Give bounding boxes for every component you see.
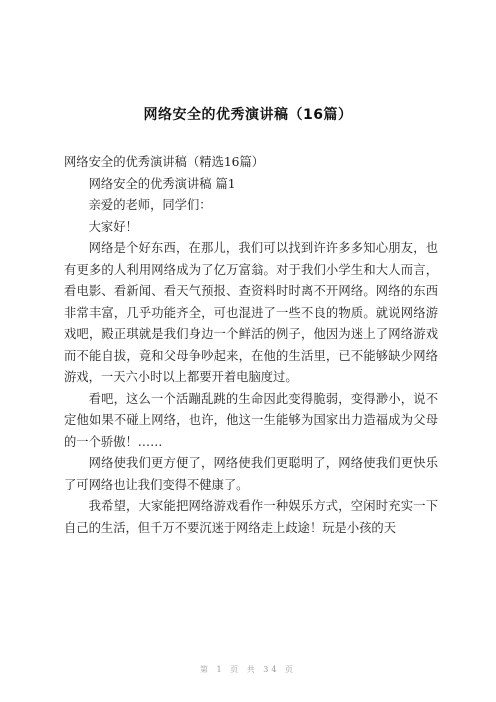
paragraph-body: 我希望，大家能把网络游戏看作一种娱乐方式，空闲时充实一下自己的生活，但千万不要沉迷于网络走上歧途！玩是小孩的天	[64, 499, 438, 535]
paragraph-subtitle: 网络安全的优秀演讲稿（精选16篇）	[64, 155, 265, 169]
page-footer: 第 1 页 共 34 页	[200, 665, 296, 674]
document-body	[64, 152, 438, 539]
paragraph-body: 网络使我们更方便了，网络使我们更聪明了，网络使我们更快乐了可网络也让我们变得不健康了。	[64, 456, 438, 492]
paragraph-body: 看吧，这么一个活蹦乱跳的生命因此变得脆弱，变得渺小，说不定他如果不碰上网络，也许，他这一生能够为国家出力造福成为父母的一个骄傲！……	[64, 391, 438, 449]
paragraph-salutation: 亲爱的老师，同学们：	[88, 198, 212, 212]
paragraph-body: 网络是个好东西，在那儿，我们可以找到许许多多知心朋友，也有更多的人利用网络成为了亿万富翁。对于我们小学生和大人而言，看电影、看新闻、看天气预报、查资料时时离不开网络。网络的东西非常丰富，几乎功能齐全，可也混进了一些不良的物质。就说网络游戏吧，殿正琪就是我们身边一个鲜活的例子，他因为迷上了网络游戏而不能自拔，竟和父母争吵起来，在他的生活里，已不能够缺少网络游戏，一天六小时以上都要开着电脑度过。	[64, 241, 438, 384]
paragraph-greeting: 大家好！	[88, 219, 138, 234]
document-title: 网络安全的优秀演讲稿（16篇）	[143, 107, 353, 123]
paragraph-section-heading: 网络安全的优秀演讲稿 篇1	[88, 176, 236, 191]
